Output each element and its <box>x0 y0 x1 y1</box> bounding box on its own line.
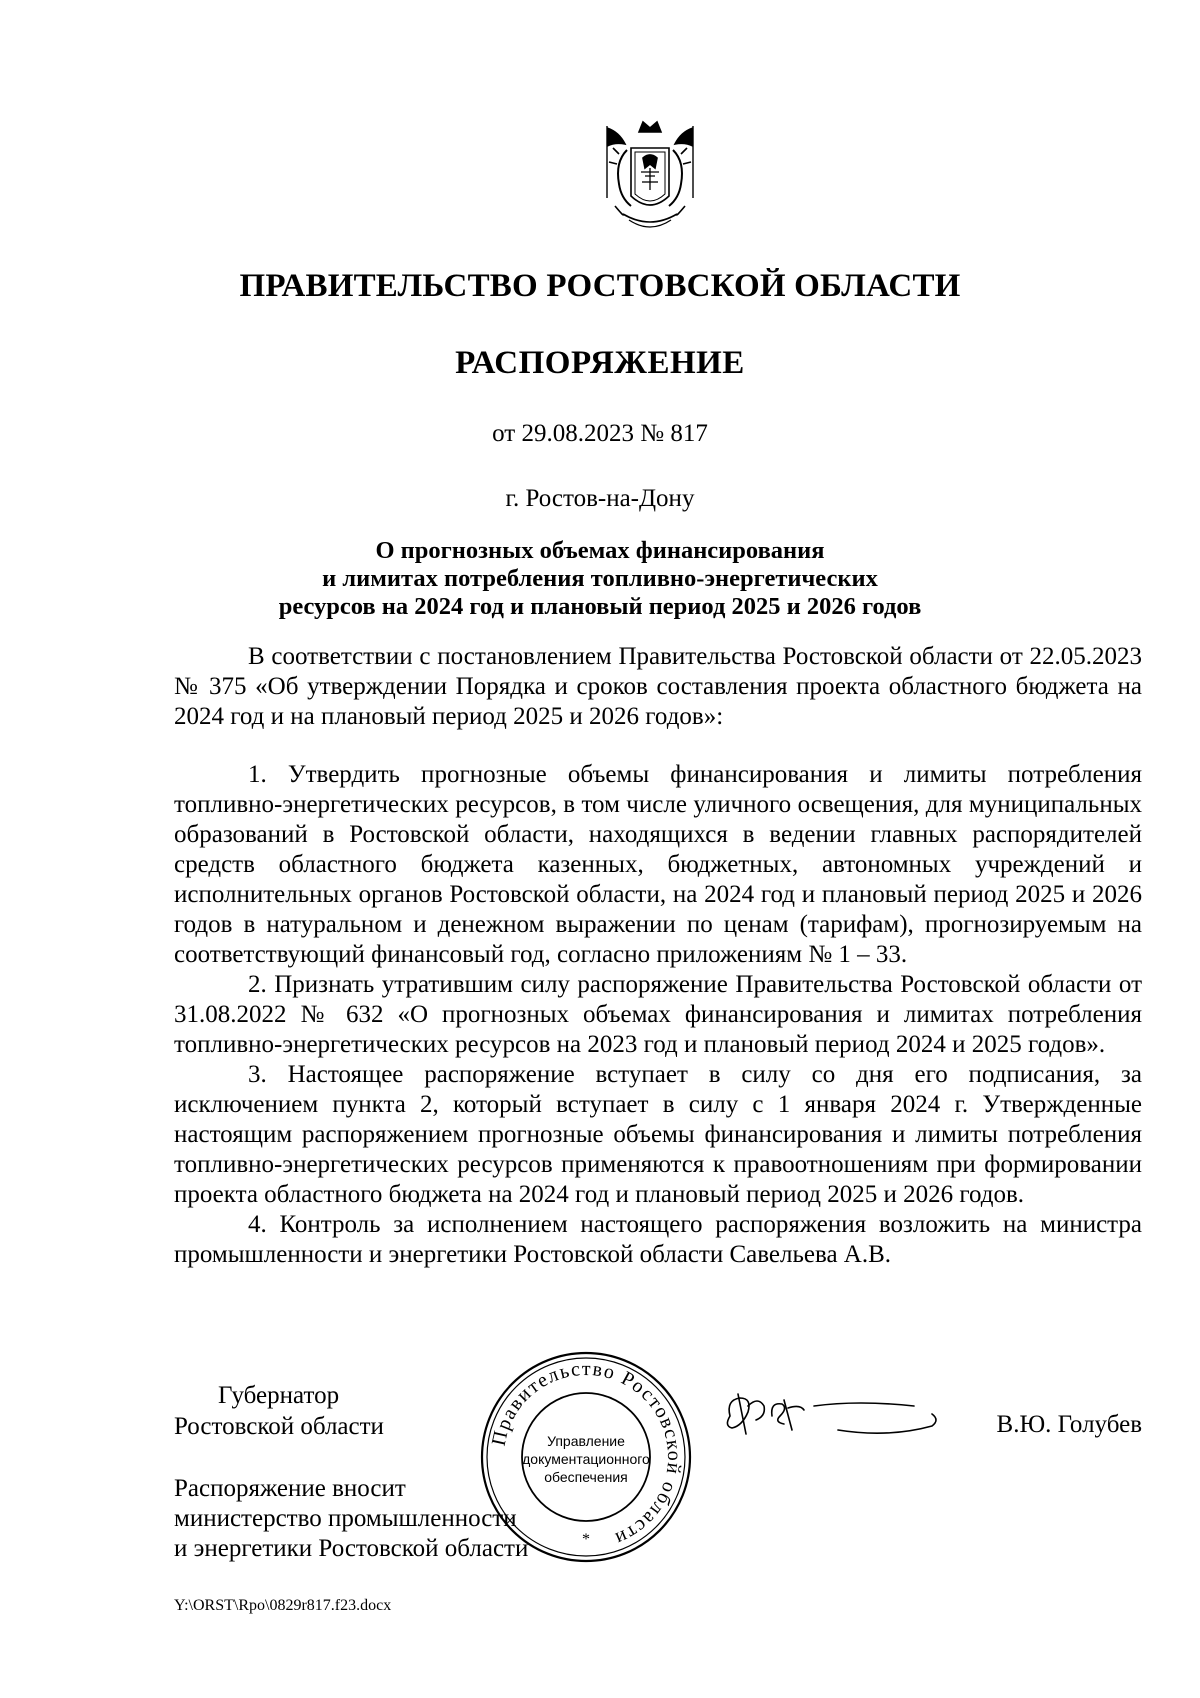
stamp-inner-line: документационного <box>522 1451 650 1467</box>
preamble <box>174 642 1142 732</box>
order-item-4: 4. Контроль за исполнением настоящего распоряжения возложить на министра промышленности и энергетики Ростовской области Савельева А.В. <box>174 1211 1142 1268</box>
document-subject <box>0 537 1200 621</box>
subject-line: ресурсов на 2024 год и плановый период 2025 и 2026 годов <box>278 593 922 620</box>
order-item-2: 2. Признать утратившим силу распоряжение Правительства Ростовской области от 31.08.2022 № 632 «О прогнозных объемах финансирования и лимитах потребления топливно-энергетических ресурсов на 2023 год и плановый период 2024 и 2025 годов». <box>174 971 1142 1058</box>
order-items <box>174 760 1142 1270</box>
subject-line: О прогнозных объемах финансирования <box>375 537 825 564</box>
stamp-inner-line: Управление <box>547 1433 625 1449</box>
document-city: г. Ростов-на-Дону <box>505 485 695 512</box>
introduced-by-line: Распоряжение вносит <box>174 1475 406 1502</box>
signatory-position-line: Ростовской области <box>174 1413 384 1440</box>
stamp-inner-line: обеспечения <box>544 1469 628 1485</box>
handwritten-signature-icon <box>718 1386 958 1446</box>
svg-text:*: * <box>582 1531 590 1548</box>
order-item-3: 3. Настоящее распоряжение вступает в силу со дня его подписания, за исключением пункта 2, который вступает в силу с 1 января 2024 г. Утвержденные настоящим распоряжением прогнозные объемы финансирования и лимиты потребления топливно-энергетических ресурсов применяются к правоотношениям при формировании проекта областного бюджета на 2024 год и плановый период 2025 и 2026 годов. <box>174 1061 1142 1208</box>
introduced-by-line: и энергетики Ростовской области <box>174 1535 529 1562</box>
preamble-paragraph: В соответствии с постановлением Правительства Ростовской области от 22.05.2023 № 375 «Об утверждении Порядка и сроков составления проекта областного бюджета на 2024 год и на плановый период 2025 и 2026 годов»: <box>174 643 1142 730</box>
official-stamp-icon <box>477 1348 695 1566</box>
stamp-outer-text: Правительство Ростовской области <box>487 1357 686 1551</box>
signatory-position <box>174 1380 384 1442</box>
introduced-by-line: министерство промышленности <box>174 1505 517 1532</box>
introduced-by <box>174 1474 528 1564</box>
file-path-footer: Y:\ORST\Rpo\0829r817.f23.docx <box>174 1597 392 1614</box>
signatory-position-line: Губернатор <box>218 1382 340 1409</box>
subject-line: и лимитах потребления топливно-энергетических <box>322 565 878 592</box>
order-item-1: 1. Утвердить прогнозные объемы финансирования и лимиты потребления топливно-энергетических ресурсов, в том числе уличного освещения, для муниципальных образований в Ростовской области, находящихся в ведении главных распорядителей средств областного бюджета казенных, бюджетных, автономных учреждений и исполнительных органов Ростовской области, на 2024 год и плановый период 2025 и 2026 годов в натуральном и денежном выражении по ценам (тарифам), прогнозируемым на соответствующий финансовый год, согласно приложениям № 1 – 33. <box>174 761 1142 968</box>
document-date-number: от 29.08.2023 № 817 <box>492 420 708 447</box>
document-type-title: РАСПОРЯЖЕНИЕ <box>455 345 745 381</box>
coat-of-arms-icon <box>595 118 705 238</box>
signatory-name: В.Ю. Голубев <box>996 1411 1142 1438</box>
organization-title: ПРАВИТЕЛЬСТВО РОСТОВСКОЙ ОБЛАСТИ <box>239 268 961 304</box>
